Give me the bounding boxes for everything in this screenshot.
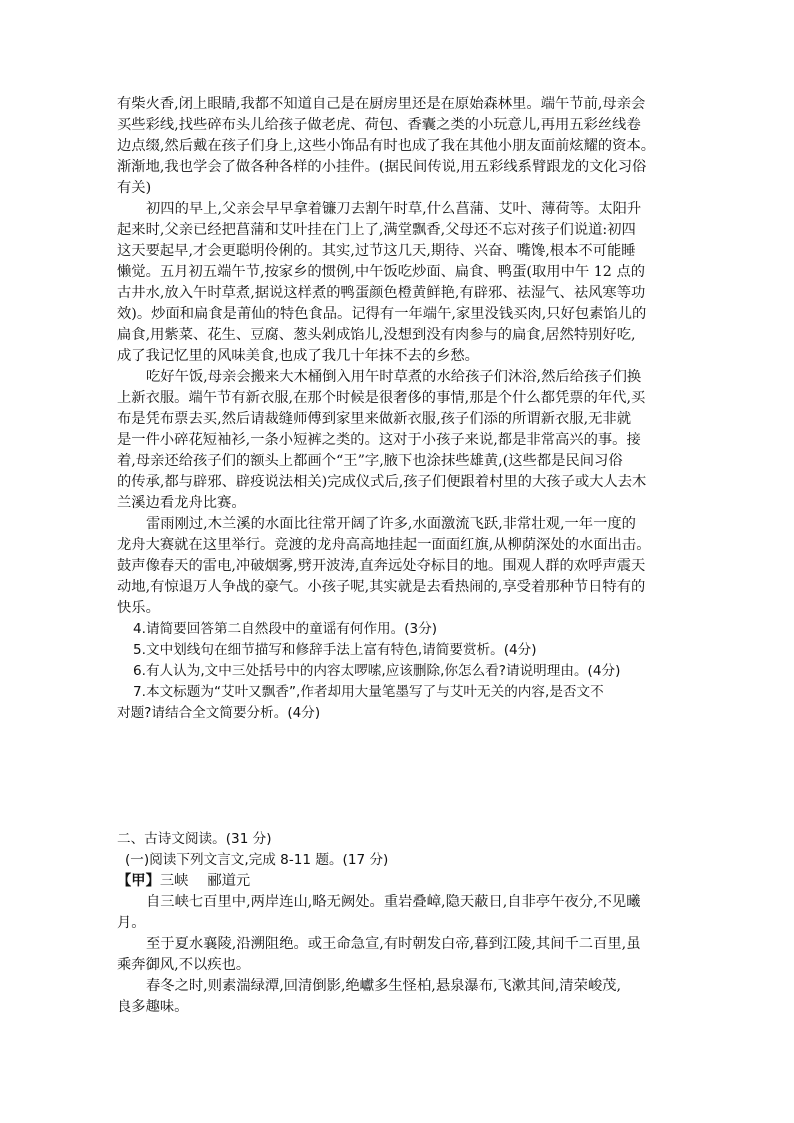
- text-line: 雷雨刚过,木兰溪的水面比往常开阔了许多,水面激流飞跃,非常壮观,一年一度的: [146, 516, 636, 532]
- answer-space: [117, 724, 679, 829]
- text-line: 成了我记忆里的风味美食,也成了我几十年抹不去的乡愁。: [117, 348, 479, 364]
- subsection-heading: (一)阅读下列文言文,完成 8-11 题。(17 分): [125, 852, 389, 868]
- text-title-line: [117, 871, 679, 892]
- paragraph-4: [117, 514, 679, 619]
- text-line: 初四的早上,父亲会早早拿着镰刀去割午时草,什么菖蒲、艾叶、薄荷等。太阳升: [146, 201, 642, 217]
- text-line: 春冬之时,则素湍绿潭,回清倒影,绝巘多生怪柏,悬泉瀑布,飞漱其间,清荣峻茂,: [146, 978, 622, 994]
- text-line: 这天要起早,才会更聪明伶俐的。其实,过节这几天,期待、兴奋、嘴馋,根本不可能睡: [117, 243, 636, 259]
- question-7: 7.本文标题为“艾叶又飘香”,作者却用大量笔墨写了与艾叶无关的内容,是否文不: [133, 684, 604, 700]
- text-line: 快乐。: [117, 600, 160, 616]
- text-line: 有关): [117, 180, 152, 196]
- text-line: 效)。炒面和扁食是莆仙的特色食品。记得有一年端午,家里没钱买肉,只好包素馅儿的: [117, 306, 647, 322]
- text-line: 扁食,用紫菜、花生、豆腐、葱头剁成馅儿,没想到没有肉参与的扁食,居然特别好吃,: [117, 327, 636, 343]
- text-line: 兰溪边看龙舟比赛。: [117, 495, 246, 511]
- text-line: 渐渐地,我也学会了做各种各样的小挂件。(据民间传说,用五彩线系臂跟龙的文化习俗: [117, 159, 647, 175]
- paragraph-2: [117, 199, 679, 367]
- text-line: 买些彩线,找些碎布头儿给孩子做老虎、荷包、香囊之类的小玩意儿,再用五彩丝线卷: [117, 117, 641, 133]
- text-line: 古井水,放入午时草煮,据说这样煮的鸭蛋颜色橙黄鲜艳,有辟邪、祛湿气、祛风寒等功: [117, 285, 646, 301]
- text-line: 布是凭布票去买,然后请裁缝师傅到家里来做新衣服,孩子们添的所谓新衣服,无非就: [117, 411, 632, 427]
- section-classical: [117, 829, 679, 1018]
- text-line: 的传承,都与辟邪、辟疫说法相关)完成仪式后,孩子们便跟着村里的大孩子或大人去木: [117, 474, 647, 490]
- text-line: 龙舟大赛就在这里举行。竞渡的龙舟高高地挂起一面面红旗,从柳荫深处的水面出击。: [117, 537, 651, 553]
- text-line: 边点缀,然后戴在孩子们身上,这些小饰品有时也成了我在其他小朋友面前炫耀的资本。: [117, 138, 656, 154]
- text-title: 三峡 郦道元: [159, 873, 251, 889]
- document-page: [117, 94, 679, 1018]
- text-line: 上新衣服。端午节有新衣服,在那个时候是很奢侈的事情,那是个什么都凭票的年代,买: [117, 390, 646, 406]
- text-line: 鼓声像春天的雷电,冲破烟雾,劈开波涛,直奔远处夺标目的地。围观人群的欢呼声震天: [117, 558, 646, 574]
- text-line: 起来时,父亲已经把菖蒲和艾叶挂在门上了,满堂飘香,父母还不忘对孩子们说道:初四: [117, 222, 636, 238]
- question-7-continued: 对题?请结合全文简要分析。(4分): [117, 705, 321, 721]
- text-line: 至于夏水襄陵,沿溯阻绝。或王命急宣,有时朝发白帝,暮到江陵,其间千二百里,虽: [146, 936, 641, 952]
- text-line: 乘奔御风,不以疾也。: [117, 957, 251, 973]
- paragraph-1: [117, 94, 679, 199]
- text-line: 动地,有惊退万人争战的豪气。小孩子呢,其实就是去看热闹的,享受着那种节日特有的: [117, 579, 646, 595]
- text-line: 月。: [117, 915, 146, 931]
- text-line: 是一件小碎花短袖衫,一条小短裤之类的。这对于小孩子来说,都是非常高兴的事。接: [117, 432, 641, 448]
- question-list: [117, 619, 679, 724]
- paragraph-3: [117, 367, 679, 514]
- text-line: 吃好午饭,母亲会搬来大木桶倒入用午时草煮的水给孩子们沐浴,然后给孩子们换: [146, 369, 642, 385]
- question-6: 6.有人认为,文中三处括号中的内容太啰嗦,应该删除,你怎么看?请说明理由。(4分): [133, 663, 621, 679]
- section-heading: 二、古诗文阅读。(31 分): [117, 831, 272, 847]
- jia-label: 【甲】: [117, 873, 160, 889]
- text-line: 自三峡七百里中,两岸连山,略无阙处。重岩叠嶂,隐天蔽日,自非亭午夜分,不见曦: [146, 894, 641, 910]
- question-5: 5.文中划线句在细节描写和修辞手法上富有特色,请简要赏析。(4分): [133, 642, 537, 658]
- text-line: 有柴火香,闭上眼睛,我都不知道自己是在厨房里还是在原始森林里。端午节前,母亲会: [117, 96, 646, 112]
- question-4: 4.请简要回答第二自然段中的童谣有何作用。(3分): [133, 621, 438, 637]
- text-line: 良多趣味。: [117, 999, 189, 1015]
- text-line: 懒觉。五月初五端午节,按家乡的惯例,中午饭吃炒面、扁食、鸭蛋(取用中午 12 点的: [117, 264, 646, 280]
- text-line: 着,母亲还给孩子们的额头上都画个“王”字,腋下也涂抹些雄黄,(这些都是民间习俗: [117, 453, 623, 469]
